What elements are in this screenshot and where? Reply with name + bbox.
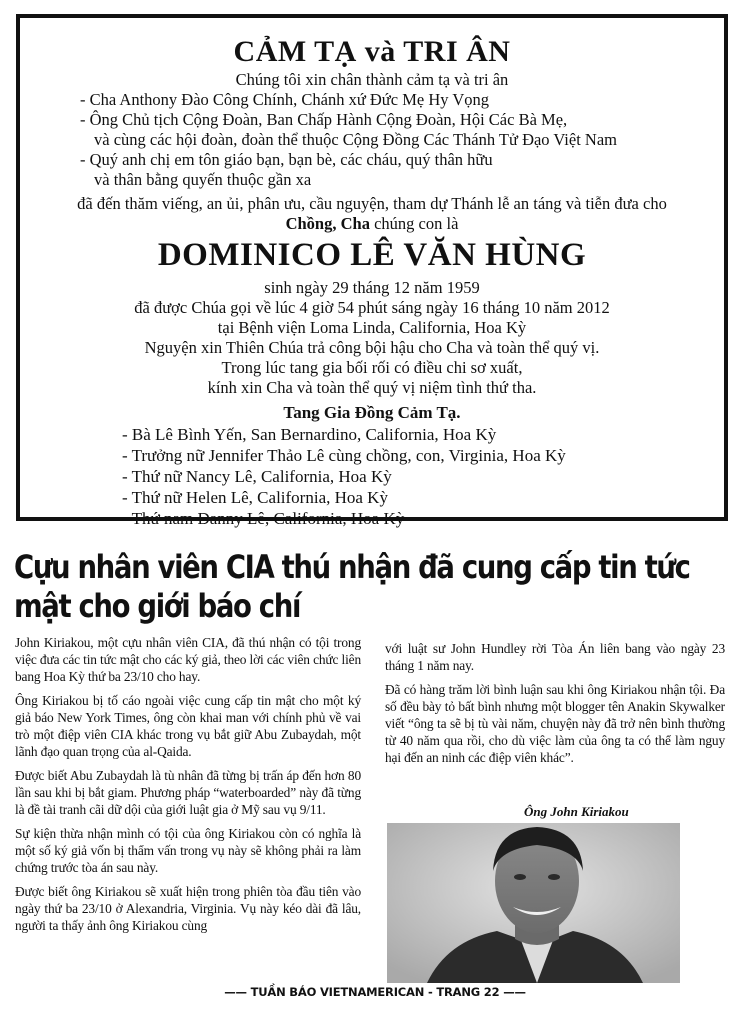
article-headline bbox=[14, 548, 736, 626]
notice-title: CẢM TẠ và TRI ÂN bbox=[233, 35, 511, 68]
article-column-right bbox=[385, 640, 725, 773]
relation-rest: chúng con là bbox=[369, 214, 459, 233]
photo-caption: Ông John Kiriakou bbox=[524, 804, 629, 819]
relation-bold: Chồng, Cha bbox=[285, 214, 370, 233]
portrait-illustration bbox=[387, 823, 680, 983]
family-title: Tang Gia Đồng Cảm Tạ. bbox=[283, 403, 461, 422]
birth-date: sinh ngày 29 tháng 12 năm 1959 bbox=[264, 278, 480, 297]
prayer-line: kính xin Cha và toàn thể quý vị niệm tình thứ tha. bbox=[207, 378, 537, 397]
article-column-left bbox=[15, 634, 361, 941]
headline-line-2: mật cho giới báo chí bbox=[14, 587, 301, 625]
relation-line bbox=[20, 214, 724, 234]
family-member: - Thứ nữ Helen Lê, California, Hoa Kỳ bbox=[122, 488, 388, 507]
headline-line-1: Cựu nhân viên CIA thú nhận đã cung cấp tin tức bbox=[14, 548, 690, 586]
thanks-item-continued: và thân bằng quyến thuộc gần xa bbox=[94, 170, 312, 189]
death-place: tại Bệnh viện Loma Linda, California, Hoa Kỳ bbox=[217, 318, 527, 337]
deceased-name: DOMINICO LÊ VĂN HÙNG bbox=[157, 237, 587, 273]
article-paragraph: John Kiriakou, một cựu nhân viên CIA, đã thú nhận có tội trong việc đưa các tin tức mật cho các ký giả, theo lời các viên chức liên bang Hoa Kỳ thứ ba 23/10 cho hay. bbox=[15, 635, 361, 684]
thanks-item: - Ông Chủ tịch Cộng Đoàn, Ban Chấp Hành Cộng Đoàn, Hội Các Bà Mẹ, bbox=[80, 110, 568, 129]
family-member: - Trưởng nữ Jennifer Thảo Lê cùng chồng, con, Virginia, Hoa Kỳ bbox=[122, 446, 566, 465]
article-paragraph: với luật sư John Hundley rời Tòa Án liên bang vào ngày 23 tháng 1 năm nay. bbox=[385, 641, 725, 673]
prayer-line: Nguyện xin Thiên Chúa trả công bội hậu cho Cha và toàn thể quý vị. bbox=[144, 338, 600, 357]
thanks-item: - Quý anh chị em tôn giáo bạn, bạn bè, các cháu, quý thân hữu bbox=[80, 150, 493, 169]
attended-line: đã đến thăm viếng, an ủi, phân ưu, cầu nguyện, tham dự Thánh lễ an táng và tiễn đưa cho bbox=[77, 194, 667, 213]
article-paragraph: Đã có hàng trăm lời bình luận sau khi ông Kiriakou nhận tội. Đa số đều bày tỏ bất bình nhưng một blogger tên Anakin Skywalker viết “ông ta sẽ bị tù vài năm, chuyện này đã trở nên bình thường từ 40 năm qua rồi, cho dù việc làm của ông ta có thể làm nguy hại đến an ninh các điệp viên khác”. bbox=[385, 682, 725, 765]
article-paragraph: Sự kiện thừa nhận mình có tội của ông Kiriakou còn có nghĩa là một số ký giả vốn bị thẩm vấn trong vụ này sẽ không phải ra làm chứng trước tòa án sau này. bbox=[15, 826, 361, 875]
thanks-list bbox=[80, 90, 724, 190]
family-list bbox=[122, 424, 724, 529]
article-paragraph: Được biết ông Kiriakou sẽ xuất hiện trong phiên tòa đầu tiên vào ngày thứ ba 23/10 ở Alexandria, Virginia. Vụ này kéo dài đã lâu, người ta thấy ảnh ông Kiriakou cùng bbox=[15, 884, 361, 933]
thanks-item-continued: và cùng các hội đoàn, đoàn thể thuộc Cộng Đồng Các Thánh Tử Đạo Việt Nam bbox=[94, 130, 617, 149]
death-date: đã được Chúa gọi về lúc 4 giờ 54 phút sáng ngày 16 tháng 10 năm 2012 bbox=[134, 298, 610, 317]
page-footer: —— TUẦN BÁO VIETNAMERICAN - TRANG 22 —— bbox=[224, 985, 526, 999]
article-paragraph: Được biết Abu Zubaydah là tù nhân đã từng bị trấn áp đến hơn 80 lần sau khi bị bắt giam. Phương pháp “waterboarded” này đã từng là đề tài tranh cãi dữ dội của giới luật gia ở Mỹ sau vụ 9/11. bbox=[15, 768, 361, 817]
thanks-notice-box bbox=[16, 14, 728, 528]
thanks-item: - Cha Anthony Đào Công Chính, Chánh xứ Đức Mẹ Hy Vọng bbox=[80, 90, 489, 109]
prayer-line: Trong lúc tang gia bối rối có điều chi sơ xuất, bbox=[221, 358, 523, 377]
family-member: - Thứ nữ Nancy Lê, California, Hoa Kỳ bbox=[122, 467, 392, 486]
notice-intro: Chúng tôi xin chân thành cảm tạ và tri ân bbox=[235, 70, 509, 89]
article-paragraph: Ông Kiriakou bị tố cáo ngoài việc cung cấp tin mật cho một ký giả báo New York Times, ông còn khai man với chính phủ về vai trò một điệp viên CIA khác trong vụ bắt giữ Abu Zubaydah, một lãnh đạo quan trọng của al-Qaida. bbox=[15, 693, 361, 759]
family-member: - Thứ nam Danny Lê, California, Hoa Kỳ bbox=[122, 509, 405, 528]
family-member: - Bà Lê Bình Yến, San Bernardino, California, Hoa Kỳ bbox=[122, 425, 497, 444]
portrait-photo bbox=[387, 823, 680, 983]
